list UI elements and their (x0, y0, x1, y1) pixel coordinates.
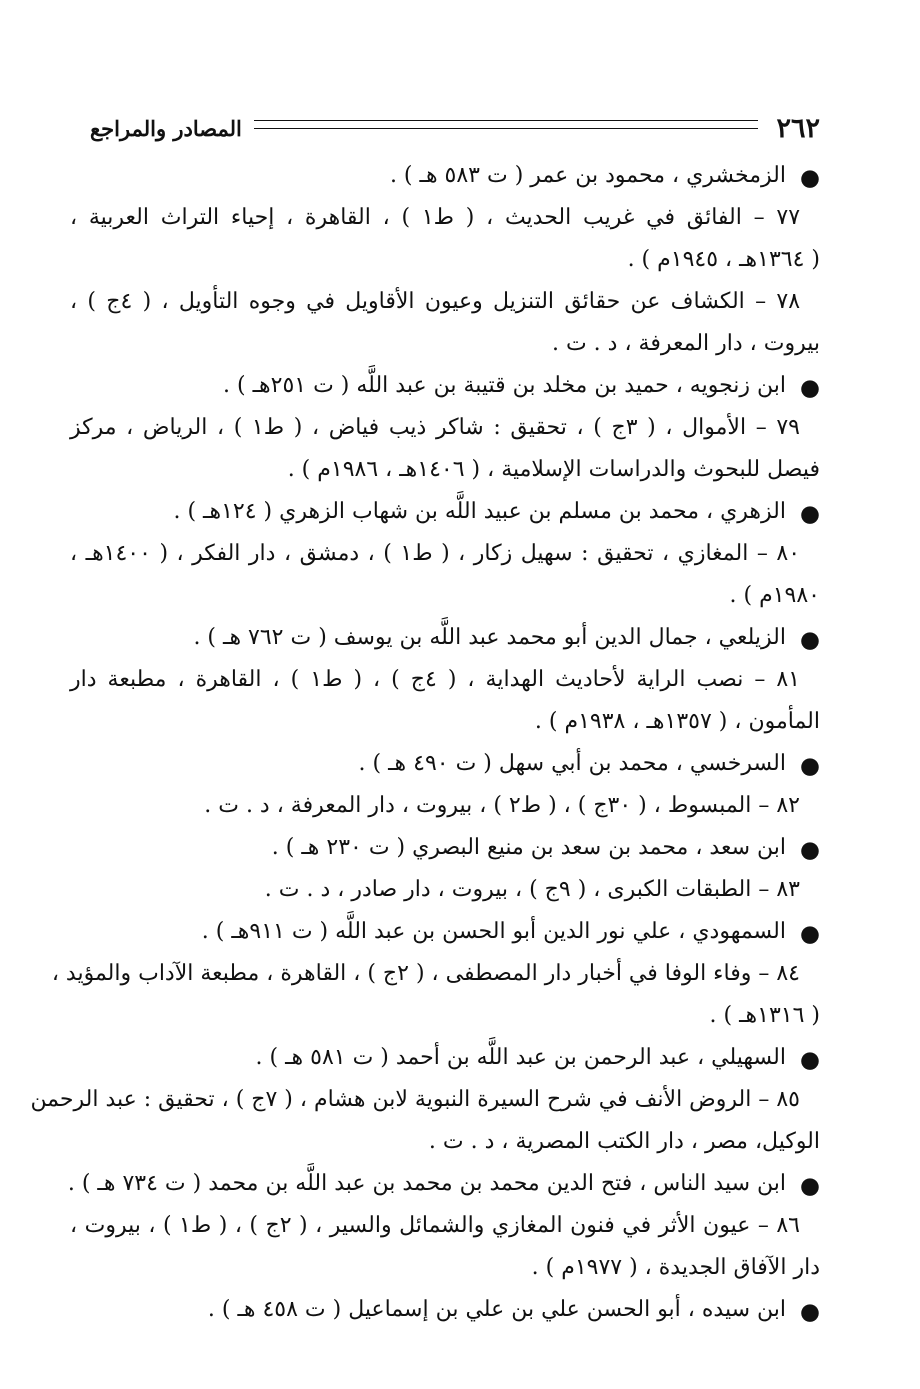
bullet-icon: ● (799, 1047, 820, 1073)
work-entry: ٨٦ – عيون الأثر في فنون المغازي والشمائل والسير ، ( ٢ج ) ، ( ط١ ) ، بيروت ، (70, 1213, 800, 1238)
bullet-icon: ● (799, 1299, 820, 1325)
bullet-icon: ● (799, 837, 820, 863)
work-entry-continuation: بيروت ، دار المعرفة ، د . ت . (551, 331, 820, 356)
page-number: ٢٦٢ (776, 112, 820, 144)
work-entry: ٧٧ – الفائق في غريب الحديث ، ( ط١ ) ، القاهرة ، إحياء التراث العربية ، (70, 205, 801, 230)
work-entry: ٨٥ – الروض الأنف في شرح السيرة النبوية لابن هشام ، ( ٧ج ) ، تحقيق : عبد الرحمن (30, 1087, 800, 1112)
author-entry (70, 1042, 820, 1084)
work-entry: ٧٩ – الأموال ، ( ٣ج ) ، تحقيق : شاكر ذيب فياض ، ( ط١ ) ، الرياض ، مركز (70, 415, 800, 440)
author-text: السرخسي ، محمد بن أبي سهل ( ت ٤٩٠ هـ ) . (358, 751, 786, 776)
work-entry-continuation: ١٩٨٠م ) . (729, 583, 820, 608)
author-text: ابن سيده ، أبو الحسن علي بن علي بن إسماعيل ( ت ٤٥٨ هـ ) . (207, 1297, 786, 1322)
bullet-icon: ● (799, 753, 820, 779)
work-entry: ٨٣ – الطبقات الكبرى ، ( ٩ج ) ، بيروت ، دار صادر ، د . ت . (264, 877, 800, 902)
author-entry (67, 1168, 820, 1210)
author-entry (70, 748, 820, 790)
work-entry-continuation: فيصل للبحوث والدراسات الإسلامية ، ( ١٤٠٦هـ ، ١٩٨٦م ) . (287, 457, 820, 482)
bullet-icon: ● (799, 921, 820, 947)
author-entry (70, 496, 820, 538)
author-text: ابن زنجويه ، حميد بن مخلد بن قتيبة بن عبد اللَّه ( ت ٢٥١هـ ) . (223, 373, 786, 398)
author-entry (70, 622, 820, 664)
author-entry (70, 832, 820, 874)
work-entry: ٨٠ – المغازي ، تحقيق : سهيل زكار ، ( ط١ ) ، دمشق ، دار الفكر ، ( ١٤٠٠هـ ، (70, 541, 801, 566)
work-entry: ٧٨ – الكشاف عن حقائق التنزيل وعيون الأقاويل في وجوه التأويل ، ( ٤ج ) ، (70, 289, 801, 314)
header-rule (254, 120, 759, 129)
author-entry (70, 1294, 820, 1336)
bullet-icon: ● (799, 1173, 820, 1199)
bullet-icon: ● (799, 165, 820, 191)
work-entry-continuation: دار الآفاق الجديدة ، ( ١٩٧٧م ) . (531, 1255, 820, 1280)
author-text: الزيلعي ، جمال الدين أبو محمد عبد اللَّه بن يوسف ( ت ٧٦٢ هـ ) . (193, 625, 786, 650)
author-text: ابن سعد ، محمد بن سعد بن منيع البصري ( ت ٢٣٠ هـ ) . (271, 835, 786, 860)
work-entry-continuation: المأمون ، ( ١٣٥٧هـ ، ١٩٣٨م ) . (534, 709, 820, 734)
author-entry (70, 370, 820, 412)
running-title: المصادر والمراجع (90, 115, 242, 141)
work-entry-continuation: الوكيل، مصر ، دار الكتب المصرية ، د . ت . (428, 1129, 820, 1154)
author-text: السهيلي ، عبد الرحمن بن عبد اللَّه بن أحمد ( ت ٥٨١ هـ ) . (255, 1045, 786, 1070)
author-text: الزهري ، محمد بن مسلم بن عبيد اللَّه بن شهاب الزهري ( ١٢٤هـ ) . (173, 499, 786, 524)
bullet-icon: ● (799, 501, 820, 527)
author-text: الزمخشري ، محمود بن عمر ( ت ٥٨٣ هـ ) . (389, 163, 786, 188)
author-entry (70, 916, 820, 958)
work-entry: ٨٢ – المبسوط ، ( ٣٠ج ) ، ( ط٢ ) ، بيروت ، دار المعرفة ، د . ت . (204, 793, 800, 818)
author-entry (70, 160, 820, 202)
author-text: ابن سيد الناس ، فتح الدين محمد بن محمد بن عبد اللَّه بن محمد ( ت ٧٣٤ هـ ) . (67, 1171, 786, 1196)
work-entry-continuation: ( ١٣٦٤هـ ، ١٩٤٥م ) . (627, 247, 820, 272)
page-header (90, 108, 820, 148)
work-entry: ٨٤ – وفاء الوفا في أخبار دار المصطفى ، ( ٢ج ) ، القاهرة ، مطبعة الآداب والمؤيد ، (51, 961, 800, 986)
bullet-icon: ● (799, 375, 820, 401)
work-entry: ٨١ – نصب الراية لأحاديث الهداية ، ( ٤ج ) ، ( ط١ ) ، القاهرة ، مطبعة دار (70, 667, 800, 692)
author-text: السمهودي ، علي نور الدين أبو الحسن بن عبد اللَّه ( ت ٩١١هـ ) . (201, 919, 786, 944)
bullet-icon: ● (799, 627, 820, 653)
work-entry-continuation: ( ١٣١٦هـ ) . (709, 1003, 820, 1028)
bibliography-list (30, 160, 820, 1336)
